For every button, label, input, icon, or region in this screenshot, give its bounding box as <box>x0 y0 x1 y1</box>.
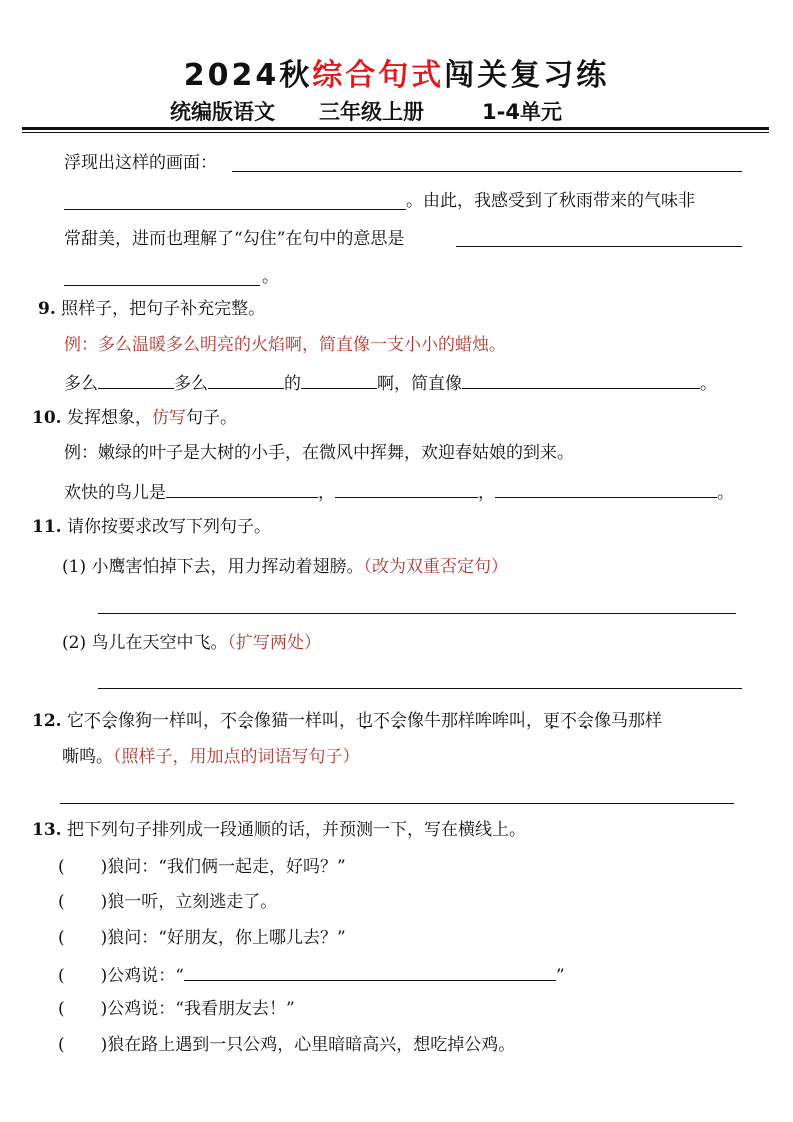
q9-example <box>64 334 506 356</box>
emphasis-char: 也 <box>355 711 373 731</box>
emphasis-char: 不 <box>83 711 101 731</box>
q10-prompt-highlight: 仿写 <box>151 408 186 428</box>
answer-blank[interactable] <box>335 479 478 498</box>
q8-line3-text: 常甜美，进而也理解了“勾住”在句中的意思是 <box>64 229 405 249</box>
q12-text: 像牛那样哞哞叫， <box>406 711 543 731</box>
question-number: 10. <box>32 408 62 428</box>
q12-text: 像马那样 <box>593 711 662 731</box>
order-item <box>58 1034 515 1056</box>
emphasis-char: 不 <box>372 711 390 731</box>
answer-blank[interactable] <box>232 171 742 172</box>
order-item-text: 狼问：“我们俩一起走，好吗？” <box>107 857 346 877</box>
answer-blank[interactable] <box>98 370 174 389</box>
q9-word-4: 啊，简直像 <box>377 374 462 394</box>
q12-text: 像猫一样叫， <box>253 711 356 731</box>
q11-prompt <box>32 516 271 538</box>
order-item-text: 公鸡说：“我看朋友去！” <box>107 999 295 1019</box>
q8-line1-text: 浮现出这样的画面： <box>64 153 217 173</box>
q10-example-text: 例：嫩绿的叶子是大树的小手，在微风中挥舞，欢迎春姑娘的到来。 <box>64 443 574 463</box>
answer-blank[interactable] <box>166 479 318 498</box>
q12-text: 像狗一样叫， <box>117 711 220 731</box>
emphasis-char: 会 <box>389 711 407 731</box>
emphasis-char: 不 <box>559 711 577 731</box>
dotted-text <box>356 711 407 731</box>
question-number: 13. <box>32 820 62 840</box>
page-title <box>0 50 793 94</box>
q9-fill-line <box>64 370 717 395</box>
q10-fill-line <box>64 479 734 504</box>
question-number: 12. <box>32 711 62 731</box>
order-paren: ( <box>58 966 65 986</box>
subtitle-units: 1-4单元 <box>482 100 562 124</box>
order-paren: ( <box>58 999 65 1019</box>
dotted-text <box>543 711 594 731</box>
subtitle-grade: 三年级上册 <box>319 100 424 124</box>
title-highlight: 综合句式 <box>312 58 445 93</box>
q9-word-3: 的 <box>284 374 301 394</box>
q12-line2 <box>62 746 360 768</box>
order-item-text: 狼在路上遇到一只公鸡，心里暗暗高兴，想吃掉公鸡。 <box>107 1035 516 1055</box>
q9-word-1: 多么 <box>64 374 98 394</box>
dotted-text <box>220 711 254 731</box>
q11-requirement-1: （改为双重否定句） <box>363 557 508 577</box>
q9-prompt-text: 照样子，把句子补充完整。 <box>61 299 266 319</box>
q9-end: 。 <box>700 374 717 394</box>
answer-blank[interactable] <box>64 285 260 286</box>
dotted-text <box>84 711 118 731</box>
order-paren: ) <box>100 892 108 912</box>
q8-line3 <box>64 228 404 250</box>
title-prefix: 2024秋 <box>183 58 313 93</box>
emphasis-char: 更 <box>542 711 560 731</box>
answer-line[interactable] <box>98 688 742 689</box>
q11-sentence-2 <box>62 632 321 654</box>
emphasis-char: 不 <box>219 711 237 731</box>
q11-prompt-text: 请你按要求改写下列句子。 <box>66 517 271 537</box>
q9-prompt <box>38 298 265 320</box>
q11-sentence-1-text: (1) 小鹰害怕掉下去，用力挥动着翅膀。 <box>62 557 364 577</box>
q10-prompt-b: 句子。 <box>185 408 237 428</box>
answer-blank[interactable] <box>301 370 377 389</box>
q11-sentence-2-text: (2) 鸟儿在天空中飞。 <box>62 633 228 653</box>
q12-text: 它 <box>66 711 84 731</box>
q13-prompt <box>32 819 526 841</box>
q12-dotted-word <box>543 711 594 731</box>
q10-comma: ， <box>478 483 495 503</box>
order-item-text: 狼一听，立刻逃走了。 <box>107 892 278 912</box>
order-item <box>58 962 565 987</box>
question-number: 11. <box>32 517 62 537</box>
q12-dotted-word <box>220 711 254 731</box>
q10-comma: ， <box>318 483 335 503</box>
answer-blank[interactable] <box>456 246 742 247</box>
emphasis-char: 会 <box>236 711 254 731</box>
q9-word-2: 多么 <box>174 374 208 394</box>
order-item-text: 狼问：“好朋友，你上哪儿去？” <box>107 928 346 948</box>
title-suffix: 闯关复习练 <box>444 58 610 93</box>
emphasis-char: 会 <box>576 711 594 731</box>
order-item <box>58 998 295 1020</box>
q8-line4 <box>262 266 279 288</box>
q12-requirement: （照样子，用加点的词语写句子） <box>113 747 360 767</box>
order-paren: ( <box>58 857 65 877</box>
order-item <box>58 891 277 913</box>
q8-line2 <box>406 190 695 212</box>
q13-prompt-text: 把下列句子排列成一段通顺的话，并预测一下，写在横线上。 <box>66 820 526 840</box>
order-item <box>58 927 346 949</box>
order-paren: ( <box>58 892 65 912</box>
order-paren: ) <box>100 966 108 986</box>
order-paren: ) <box>100 857 108 877</box>
q8-line4-text: 。 <box>262 267 279 287</box>
q11-sentence-1 <box>62 556 508 578</box>
quote-close: ” <box>555 966 565 986</box>
order-paren: ) <box>100 999 108 1019</box>
q10-start: 欢快的鸟儿是 <box>64 483 166 503</box>
answer-blank[interactable] <box>462 370 700 389</box>
order-paren: ( <box>58 1035 65 1055</box>
answer-line[interactable] <box>98 613 736 614</box>
order-paren: ) <box>100 1035 108 1055</box>
question-number: 9. <box>38 299 56 319</box>
emphasis-char: 会 <box>100 711 118 731</box>
q12-sentence <box>32 710 662 732</box>
page-subtitle <box>170 96 562 126</box>
order-paren: ) <box>100 928 108 948</box>
q12-dotted-word <box>84 711 118 731</box>
answer-blank[interactable] <box>184 962 556 981</box>
order-item-text: 公鸡说：“ <box>107 966 184 986</box>
q10-prompt <box>32 407 237 429</box>
order-paren: ( <box>58 928 65 948</box>
answer-blank[interactable] <box>64 209 406 210</box>
q10-example <box>64 442 574 464</box>
header-rule-thin <box>22 132 769 133</box>
q10-end: 。 <box>717 483 734 503</box>
answer-blank[interactable] <box>495 479 717 498</box>
q8-line2-text: 。由此，我感受到了秋雨带来的气味非 <box>406 191 695 211</box>
subtitle-edition: 统编版语文 <box>170 100 275 124</box>
order-item <box>58 856 346 878</box>
q10-prompt-a: 发挥想象， <box>66 408 152 428</box>
header-rule-thick <box>22 127 769 130</box>
q12-dotted-word <box>356 711 407 731</box>
q12-line2-text: 嘶鸣。 <box>62 747 113 767</box>
answer-line[interactable] <box>60 803 734 804</box>
q11-requirement-2: （扩写两处） <box>227 633 321 653</box>
q8-line1 <box>64 152 217 174</box>
q9-example-text: 例：多么温暖多么明亮的火焰啊，简直像一支小小的蜡烛。 <box>64 335 506 355</box>
answer-blank[interactable] <box>208 370 284 389</box>
